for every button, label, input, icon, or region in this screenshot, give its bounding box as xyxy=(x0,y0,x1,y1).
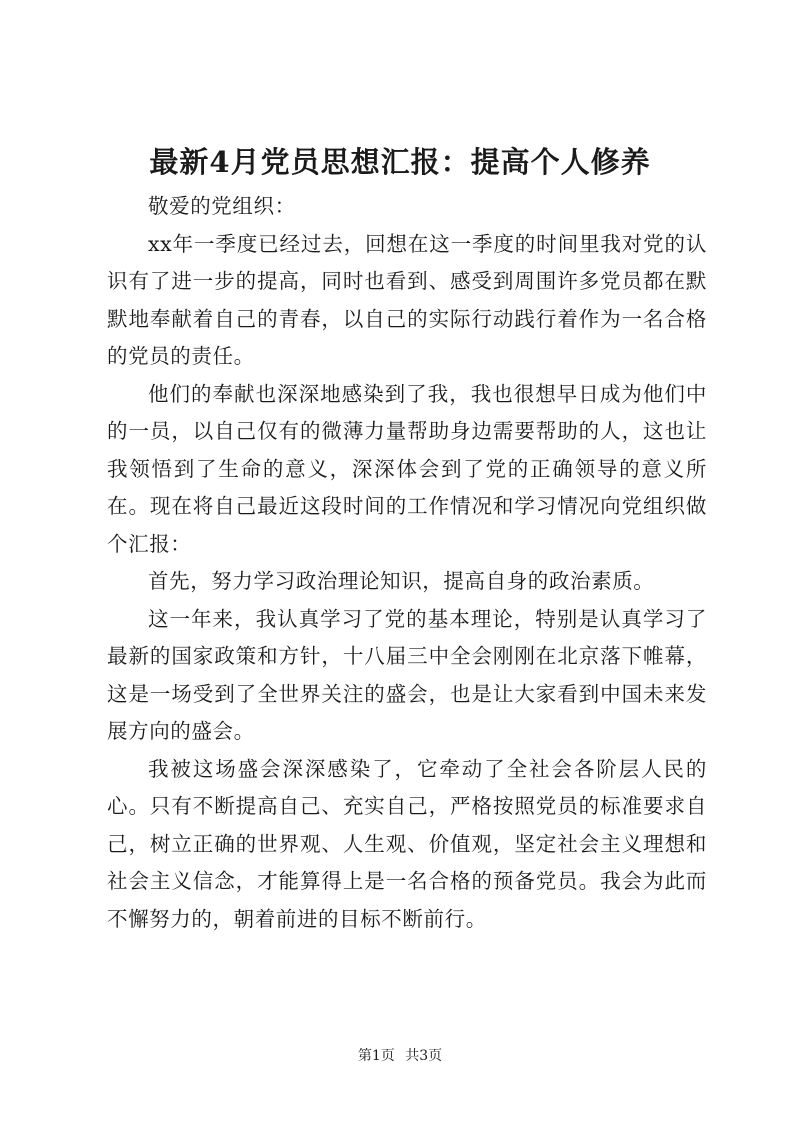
document-title: 最新4月党员思想汇报：提高个人修养 xyxy=(149,145,651,179)
salutation-paragraph: 敬爱的党组织： xyxy=(148,194,296,218)
page-total: 共3页 xyxy=(405,1048,443,1064)
body-paragraph: 这一年来，我认真学习了党的基本理论，特别是认真学习了最新的国家政策和方针，十八届三中全会刚刚在北京落下帷幕，这是一场受到了全世界关注的盛会，也是让大家看到中国未来发展方向的盛会。 xyxy=(107,606,707,743)
body-paragraph: 我被这场盛会深深感染了，它牵动了全社会各阶层人民的心。只有不断提高自己、充实自己，严格按照党员的标准要求自己，树立正确的世界观、人生观、价值观，坚定社会主义理想和社会主义信念，才能算得上是一名合格的预备党员。我会为此而不懈努力的，朝着前进的目标不断前行。 xyxy=(107,756,707,931)
page-number: 第1页 xyxy=(357,1048,395,1064)
body-paragraph: 他们的奉献也深深地感染到了我，我也很想早日成为他们中的一员，以自己仅有的微薄力量帮助身边需要帮助的人，这也让我领悟到了生命的意义，深深体会到了党的正确领导的意义所在。现在将自己最近这段时间的工作情况和学习情况向党组织做个汇报： xyxy=(107,381,707,556)
document-body xyxy=(107,188,707,938)
page-footer xyxy=(0,1046,800,1066)
body-paragraph: xx年一季度已经过去，回想在这一季度的时间里我对党的认识有了进一步的提高，同时也看到、感受到周围许多党员都在默默地奉献着自己的青春，以自己的实际行动践行着作为一名合格的党员的责任。 xyxy=(107,231,707,368)
body-paragraph: 首先，努力学习政治理论知识，提高自身的政治素质。 xyxy=(148,569,655,593)
